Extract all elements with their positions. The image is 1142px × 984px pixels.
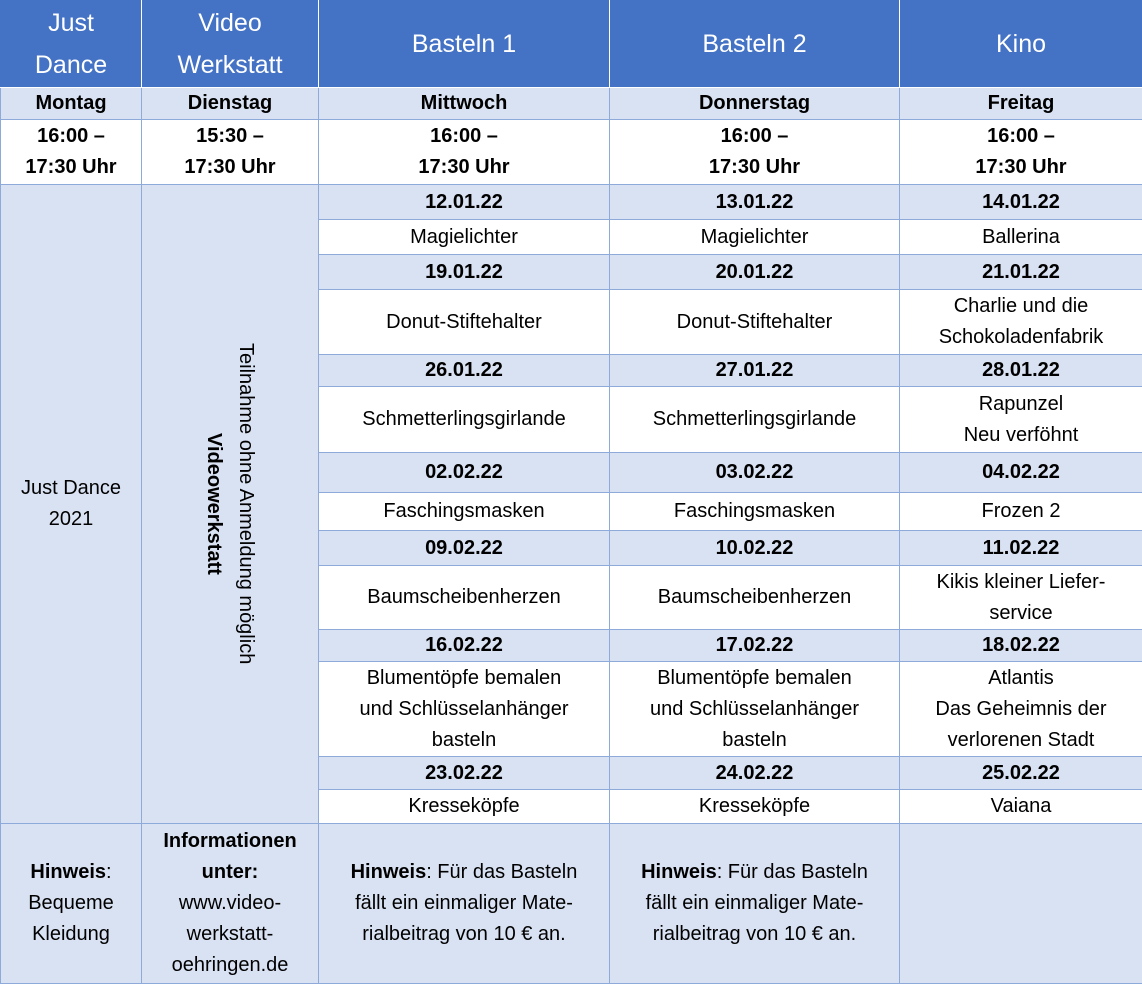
- time-montag: 16:00 – 17:30 Uhr: [1, 120, 142, 185]
- date-cell: 19.01.22: [319, 254, 610, 289]
- participation-note: Teilnahme ohne Anmeldung möglich: [235, 343, 257, 665]
- note-text: : Für das Basteln: [716, 861, 868, 884]
- activity-cell: Faschingsmasken: [319, 493, 610, 530]
- note-video: [142, 824, 319, 984]
- note-line: [323, 857, 605, 888]
- note-text: Bequeme: [28, 892, 114, 915]
- activity-cell: Magielichter: [319, 220, 610, 254]
- date-cell: 04.02.22: [900, 453, 1142, 493]
- activity-cell: Vaiana: [900, 789, 1142, 823]
- day-donnerstag: Donnerstag: [610, 87, 900, 119]
- activity-cell: Faschingsmasken: [610, 493, 900, 530]
- day-freitag: Freitag: [900, 87, 1142, 119]
- time-donnerstag: 16:00 – 17:30 Uhr: [610, 120, 900, 185]
- date-cell: 26.01.22: [319, 354, 610, 386]
- date-cell: 10.02.22: [610, 530, 900, 565]
- note-line: [614, 857, 895, 888]
- vertical-text: [198, 343, 262, 664]
- note-kino: [900, 824, 1142, 984]
- videowerkstatt-cell: [142, 185, 319, 824]
- note-label: Hinweis: [350, 861, 427, 884]
- note-label: Informationen: [163, 830, 297, 853]
- note-line: [5, 857, 137, 888]
- activity-cell: Rapunzel Neu verföhnt: [900, 387, 1142, 453]
- header-row: [1, 1, 1142, 88]
- times-row: [1, 120, 1142, 185]
- note-basteln1: [319, 824, 610, 984]
- activity-cell: Blumentöpfe bemalen und Schlüsselanhänger basteln: [319, 662, 610, 757]
- note-text: fällt ein einmaliger Mate-: [645, 892, 864, 915]
- note-label: Hinweis: [30, 861, 106, 884]
- time-freitag: 16:00 – 17:30 Uhr: [900, 120, 1142, 185]
- date-cell: 02.02.22: [319, 453, 610, 493]
- note-text: :: [106, 861, 112, 884]
- date-cell: 23.02.22: [319, 757, 610, 789]
- notes-row: [1, 824, 1142, 984]
- date-cell: 11.02.22: [900, 530, 1142, 565]
- date-cell: 18.02.22: [900, 629, 1142, 661]
- activity-cell: Donut-Stiftehalter: [319, 290, 610, 355]
- website-text: www.video-: [178, 892, 282, 915]
- activity-cell: Atlantis Das Geheimnis der verlorenen Stadt: [900, 662, 1142, 757]
- time-dienstag: 15:30 – 17:30 Uhr: [142, 120, 319, 185]
- note-just-dance: [1, 824, 142, 984]
- note-label: unter:: [201, 861, 259, 884]
- note-text: : Für das Basteln: [426, 861, 578, 884]
- just-dance-cell: Just Dance 2021: [1, 185, 142, 824]
- activity-cell: Charlie und die Schokoladenfabrik: [900, 290, 1142, 355]
- website-text: oehringen.de: [171, 954, 289, 977]
- day-dienstag: Dienstag: [142, 87, 319, 119]
- note-basteln2: [610, 824, 900, 984]
- activity-cell: Kresseköpfe: [610, 789, 900, 823]
- note-text: rialbeitrag von 10 € an.: [652, 923, 857, 946]
- date-cell: 27.01.22: [610, 354, 900, 386]
- date-cell: 17.02.22: [610, 629, 900, 661]
- vertical-text-wrap: [146, 185, 314, 823]
- header-video-werkstatt: Video Werkstatt: [142, 1, 319, 88]
- activity-cell: Donut-Stiftehalter: [610, 290, 900, 355]
- date-cell: 24.02.22: [610, 757, 900, 789]
- day-mittwoch: Mittwoch: [319, 87, 610, 119]
- date-row: [1, 185, 1142, 220]
- note-text: fällt ein einmaliger Mate-: [355, 892, 573, 915]
- note-text: Kleidung: [32, 923, 110, 946]
- note-text: rialbeitrag von 10 € an.: [362, 923, 566, 946]
- activity-cell: Blumentöpfe bemalen und Schlüsselanhänger basteln: [610, 662, 900, 757]
- date-cell: 16.02.22: [319, 629, 610, 661]
- day-montag: Montag: [1, 87, 142, 119]
- date-cell: 28.01.22: [900, 354, 1142, 386]
- activity-cell: Schmetterlingsgirlande: [610, 387, 900, 453]
- header-just-dance: Just Dance: [1, 1, 142, 88]
- time-mittwoch: 16:00 – 17:30 Uhr: [319, 120, 610, 185]
- header-kino: Kino: [900, 1, 1142, 88]
- note-label: Hinweis: [641, 861, 717, 884]
- activity-cell: Frozen 2: [900, 493, 1142, 530]
- date-cell: 14.01.22: [900, 185, 1142, 220]
- date-cell: 03.02.22: [610, 453, 900, 493]
- date-cell: 25.02.22: [900, 757, 1142, 789]
- activity-cell: Baumscheibenherzen: [319, 566, 610, 630]
- activity-cell: Kresseköpfe: [319, 789, 610, 823]
- activity-cell: Schmetterlingsgirlande: [319, 387, 610, 453]
- date-cell: 21.01.22: [900, 254, 1142, 289]
- days-row: [1, 87, 1142, 119]
- header-basteln-2: Basteln 2: [610, 1, 900, 88]
- activity-cell: Kikis kleiner Liefer- service: [900, 566, 1142, 630]
- date-cell: 13.01.22: [610, 185, 900, 220]
- activity-cell: Magielichter: [610, 220, 900, 254]
- activity-cell: Baumscheibenherzen: [610, 566, 900, 630]
- date-cell: 09.02.22: [319, 530, 610, 565]
- date-cell: 12.01.22: [319, 185, 610, 220]
- date-cell: 20.01.22: [610, 254, 900, 289]
- videowerkstatt-label: Videowerkstatt: [203, 433, 225, 576]
- header-basteln-1: Basteln 1: [319, 1, 610, 88]
- activity-cell: Ballerina: [900, 220, 1142, 254]
- website-text: werkstatt-: [186, 923, 274, 946]
